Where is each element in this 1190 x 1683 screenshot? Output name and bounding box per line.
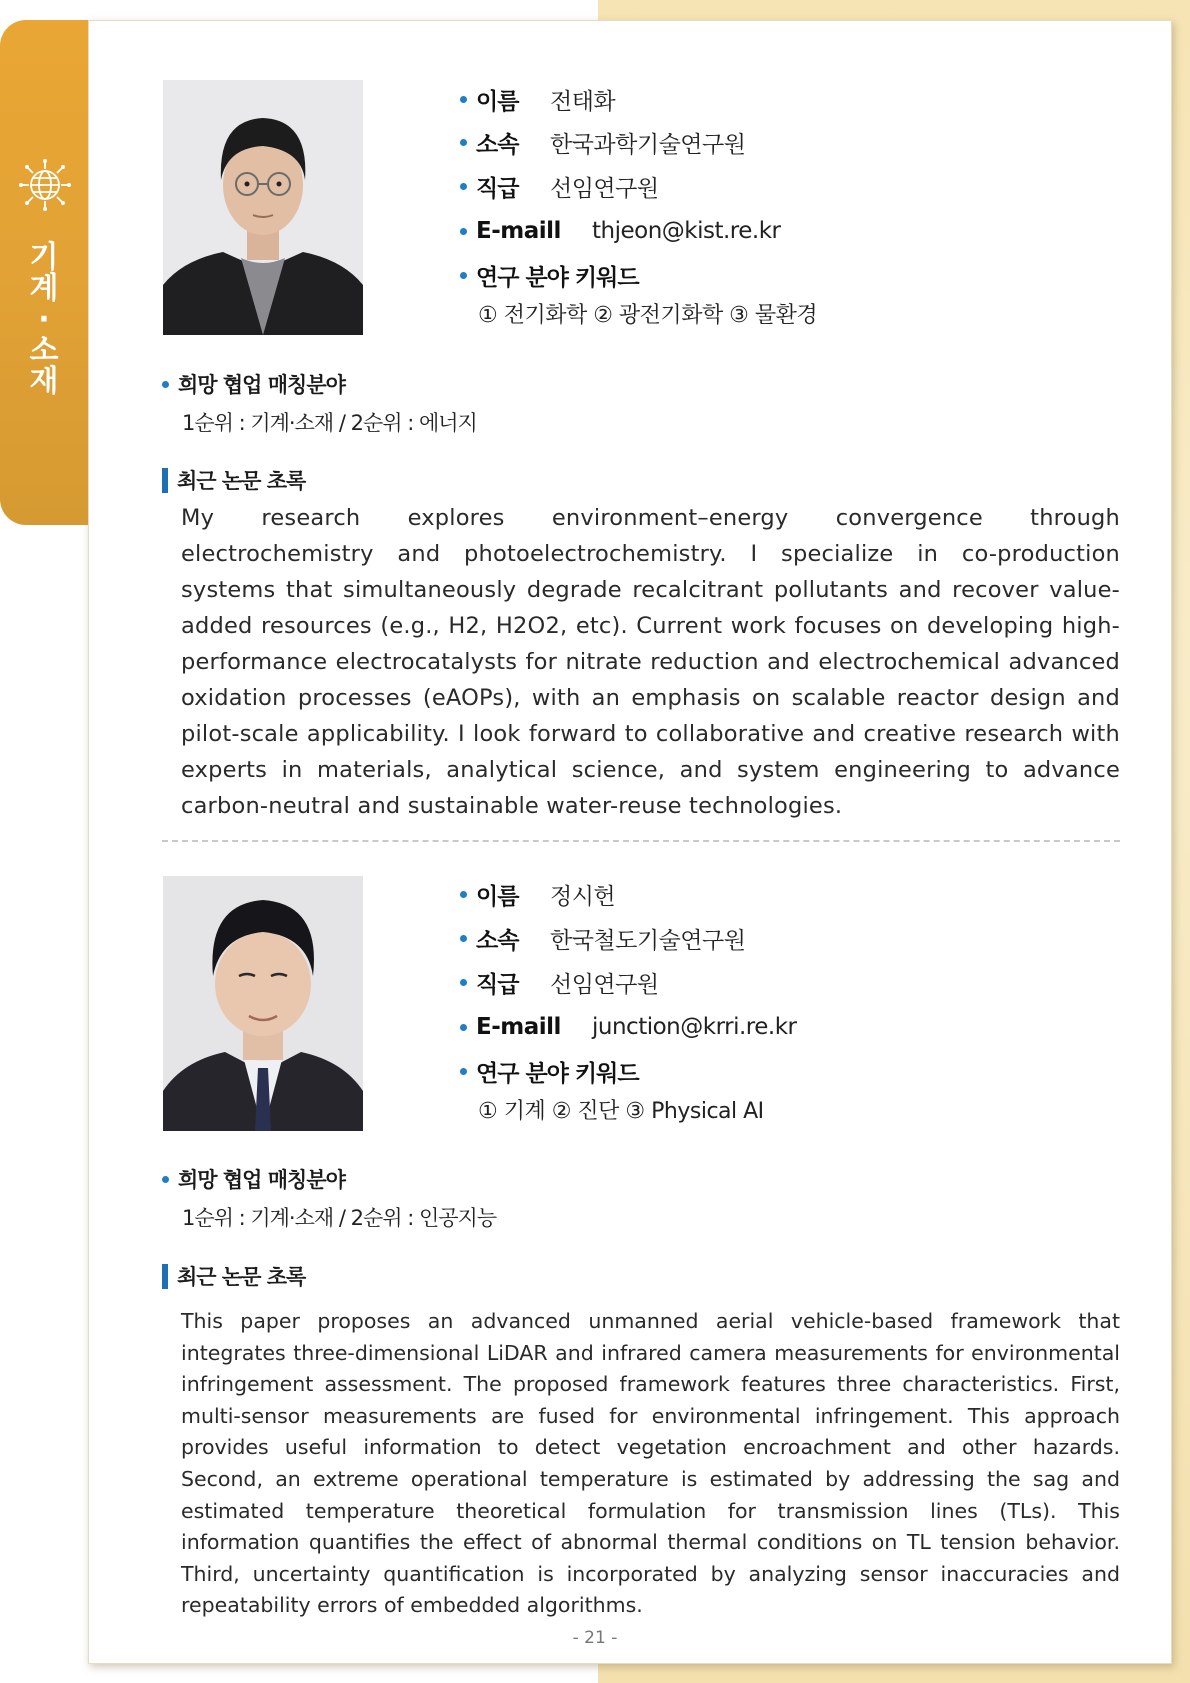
category-char: 기	[29, 240, 59, 275]
name-value: 전태화	[550, 88, 616, 115]
info-row-keywords	[460, 1054, 639, 1088]
name-label: 이름	[476, 883, 519, 910]
globe-icon	[18, 158, 72, 212]
info-row-rank	[460, 169, 659, 203]
rank-value: 선임연구원	[550, 971, 659, 998]
info-row-rank	[460, 965, 659, 999]
page-number: - 21 -	[572, 1628, 618, 1648]
bullet-dot	[460, 1024, 467, 1031]
rank-value: 선임연구원	[550, 175, 659, 202]
person-photo-icon	[163, 80, 363, 335]
wish-value: 1순위 : 기계·소재 / 2순위 : 에너지	[182, 411, 477, 435]
section-bar	[162, 1264, 168, 1289]
org-value: 한국철도기술연구원	[550, 927, 746, 954]
wish-title	[162, 1164, 345, 1194]
bullet-dot	[460, 228, 467, 235]
abstract-text: My research explores environment–energy convergence through electrochemistry and photoelectrochemistry. I specialize in co-production systems that simultaneously degrade recalcitrant pollutants and recover value-added resources (e.g., H2, H2O2, etc). Current work focuses on developing high-performance electrocatalysts for nitrate reduction and electrochemical advanced oxidation processes (eAOPs), with an emphasis on scalable reactor design and pilot-scale applicability. I look forward to collaborative and creative research with experts in materials, analytical science, and system engineering to advance carbon-neutral and sustainable water-reuse technologies.	[181, 505, 1120, 819]
email-value[interactable]: junction@krri.re.kr	[592, 1014, 797, 1040]
keyword-label: 연구 분야 키워드	[476, 264, 639, 291]
category-char: ·	[38, 302, 50, 337]
person-photo-icon	[163, 876, 363, 1131]
category-side-tab	[0, 20, 88, 525]
bullet-dot	[460, 272, 467, 279]
category-char: 재	[29, 364, 59, 399]
bullet-dot	[162, 1176, 169, 1183]
info-row-org	[460, 921, 745, 955]
bullet-dot	[162, 381, 169, 388]
email-label: E-maill	[476, 218, 561, 244]
rank-label: 직급	[476, 175, 519, 202]
abstract-label: 최근 논문 초록	[177, 1265, 306, 1289]
info-row-email	[460, 1010, 796, 1044]
profile-photo	[163, 80, 363, 335]
category-char: 소	[29, 333, 59, 368]
info-row-email	[460, 214, 781, 248]
bullet-dot	[460, 935, 467, 942]
abstract-label: 최근 논문 초록	[177, 469, 306, 493]
keywords-value: ① 기계 ② 진단 ③ Physical AI	[478, 1099, 764, 1124]
name-value: 정시헌	[550, 883, 616, 910]
wish-title	[162, 369, 345, 399]
abstract-title	[162, 1261, 305, 1291]
section-bar	[162, 468, 168, 493]
category-char: 계	[29, 271, 59, 306]
bullet-dot	[460, 183, 467, 190]
bullet-dot	[460, 96, 467, 103]
bullet-dot	[460, 139, 467, 146]
profile-photo	[163, 876, 363, 1131]
info-row-name	[460, 82, 615, 116]
bullet-dot	[460, 891, 467, 898]
name-label: 이름	[476, 88, 519, 115]
info-row-keywords	[460, 258, 639, 292]
section-divider	[162, 840, 1120, 842]
bullet-dot	[460, 1068, 467, 1075]
keyword-label: 연구 분야 키워드	[476, 1060, 639, 1087]
bullet-dot	[460, 979, 467, 986]
email-value[interactable]: thjeon@kist.re.kr	[592, 218, 781, 244]
info-row-name	[460, 877, 615, 911]
email-label: E-maill	[476, 1014, 561, 1040]
org-label: 소속	[476, 131, 519, 158]
wish-label: 희망 협업 매칭분야	[178, 373, 345, 397]
keywords-value: ① 전기화학 ② 광전기화학 ③ 물환경	[478, 303, 818, 328]
abstract-text: This paper proposes an advanced unmanned aerial vehicle-based framework that integrates three-dimensional LiDAR and infrared camera measurements for environmental infringement assessment. The proposed framework features three characteristics. First, multi-sensor measurements are fused for environmental infringement. This approach provides useful information to detect vegetation encroachment and other hazards. Second, an extreme operational temperature is estimated by addressing the sag and estimated temperature theoretical formulation for transmission lines (TLs). This information quantifies the effect of abnormal thermal conditions on TL tension behavior. Third, uncertainty quantification is incorporated by analyzing sensor inaccuracies and repeatability errors of embedded algorithms.	[181, 1309, 1120, 1618]
abstract-title	[162, 465, 305, 495]
wish-value: 1순위 : 기계·소재 / 2순위 : 인공지능	[182, 1206, 497, 1230]
category-title	[0, 242, 88, 397]
rank-label: 직급	[476, 971, 519, 998]
wish-label: 희망 협업 매칭분야	[178, 1168, 345, 1192]
org-value: 한국과학기술연구원	[550, 131, 746, 158]
org-label: 소속	[476, 927, 519, 954]
info-row-org	[460, 125, 745, 159]
